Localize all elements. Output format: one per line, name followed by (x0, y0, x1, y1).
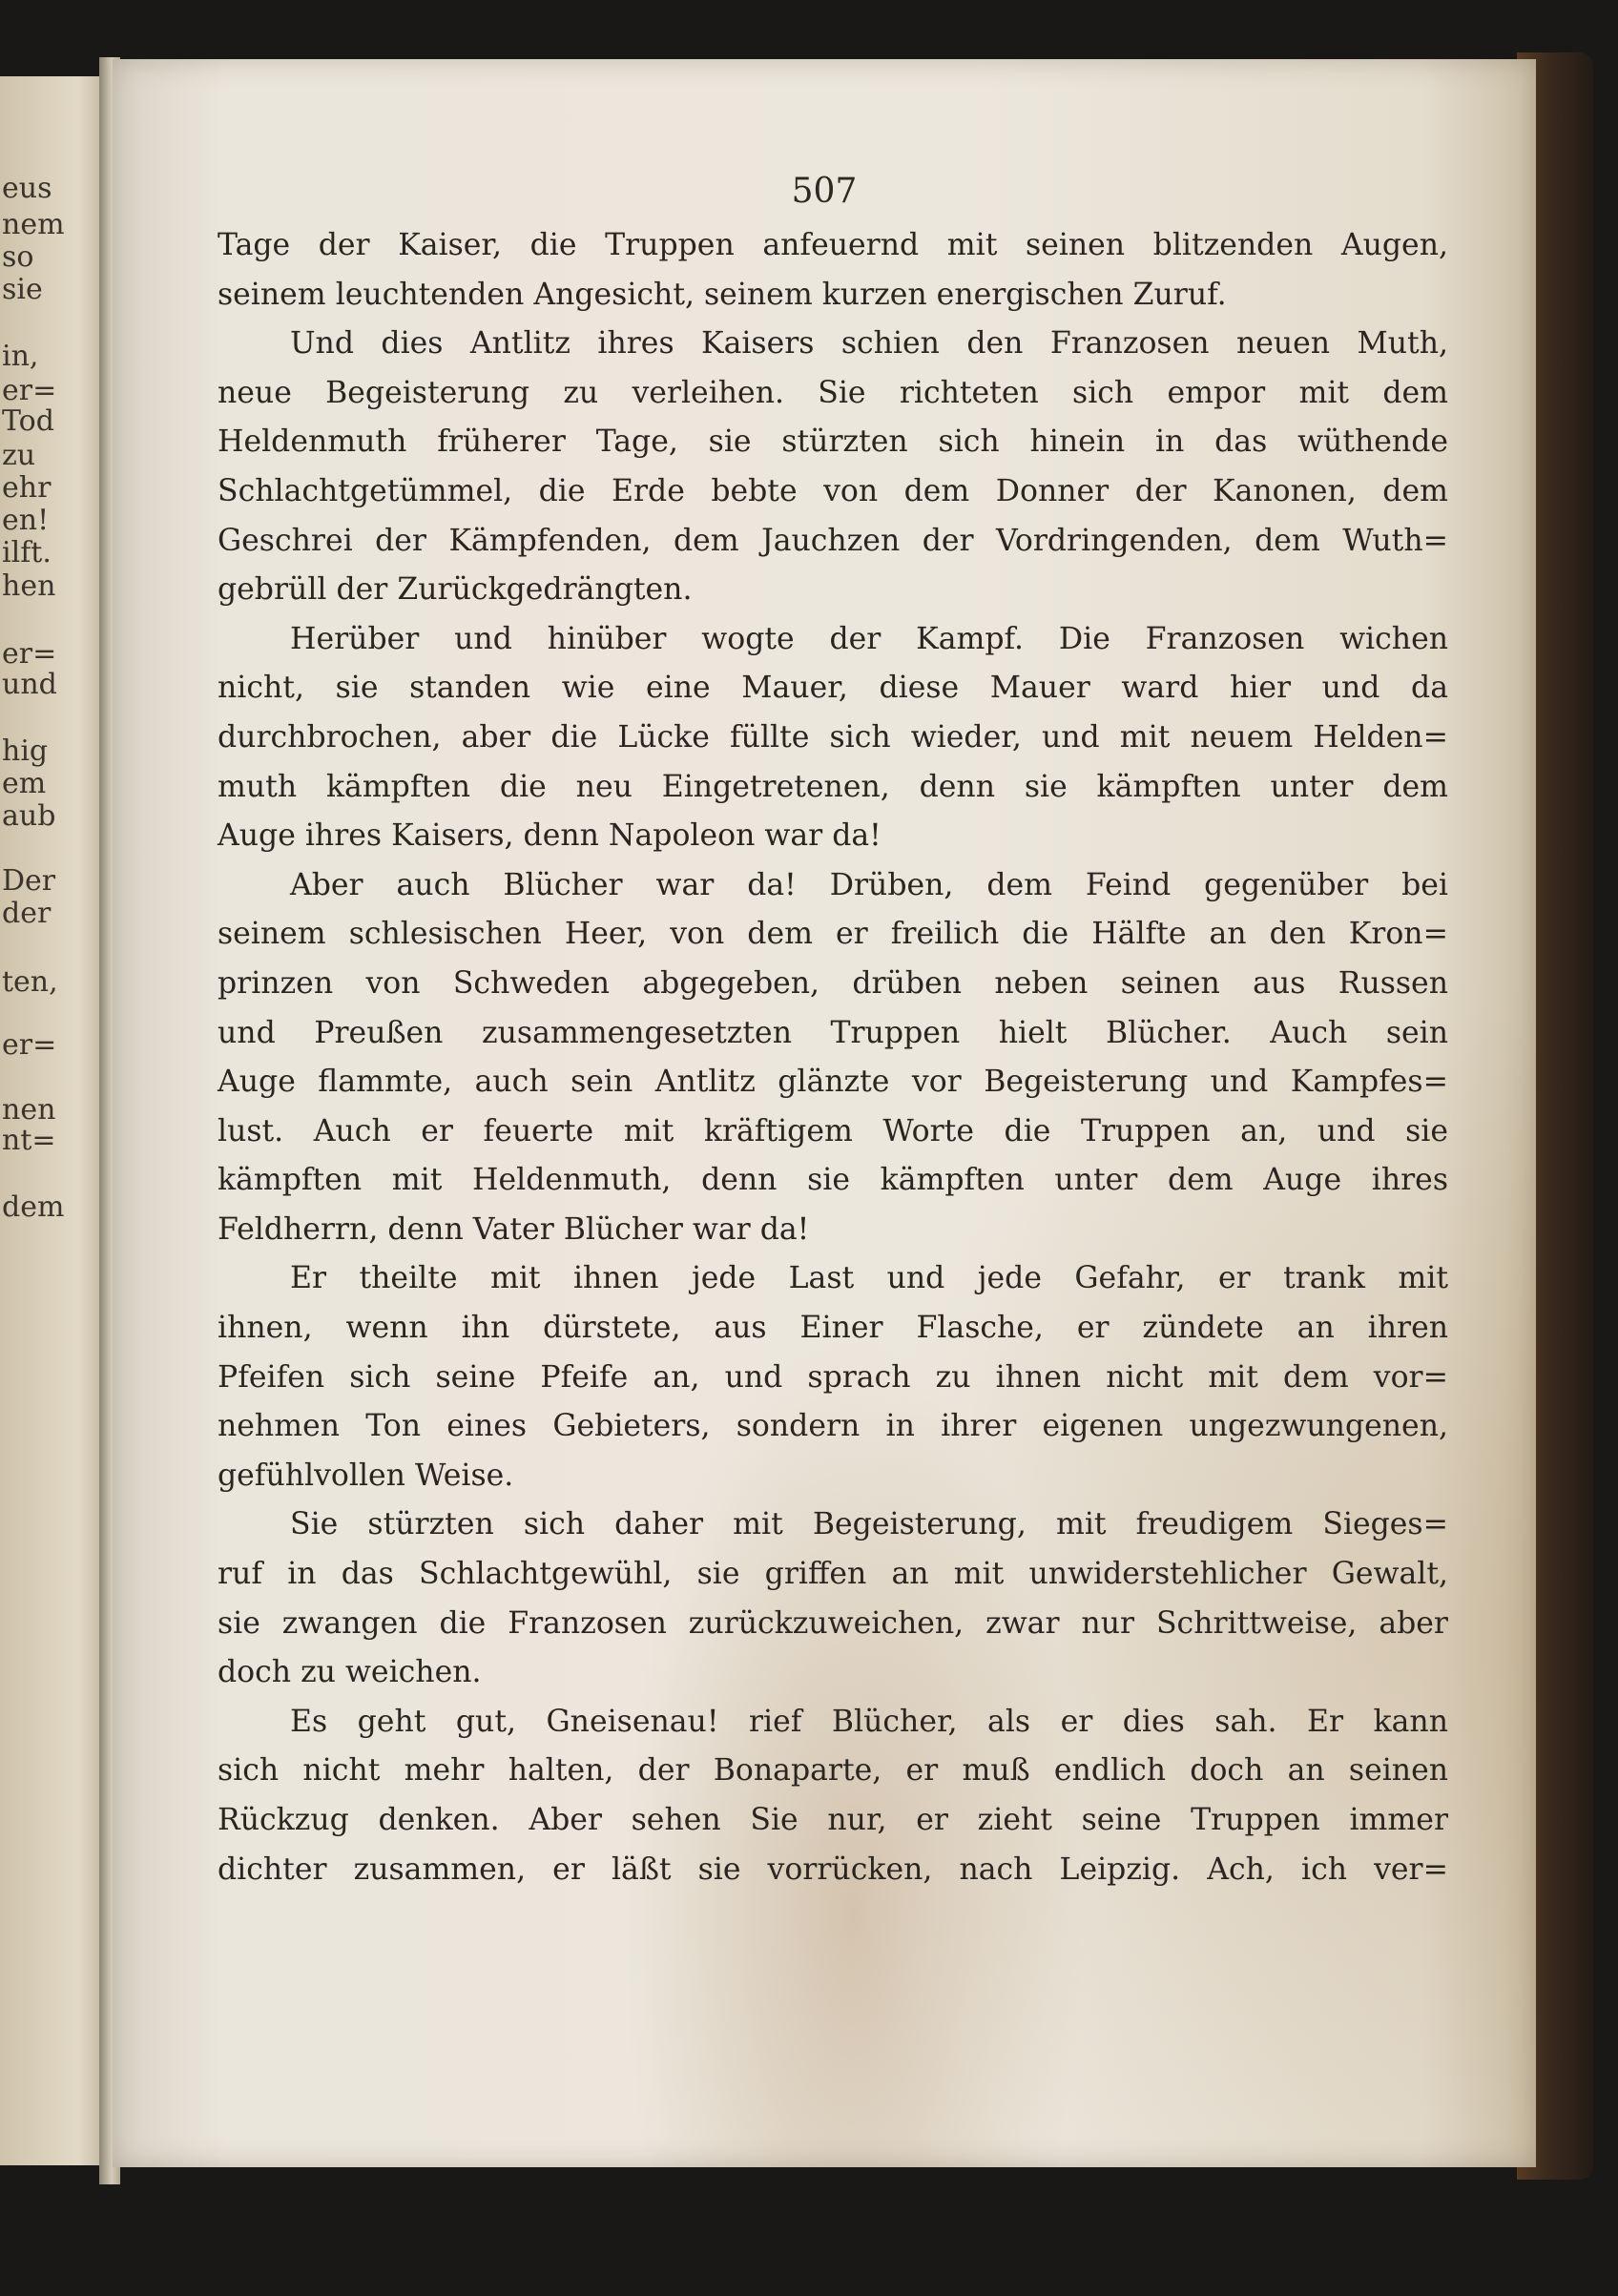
text-line: ihnen, wenn ihn dürstete, aus Einer Flasche, er zündete an ihren (218, 1311, 1448, 1346)
text-line: sich nicht mehr halten, der Bonaparte, er muß endlich doch an seinen (218, 1753, 1448, 1789)
facing-page-fragment: so (2, 240, 34, 274)
text-line: neue Begeisterung zu verleihen. Sie richteten sich empor mit dem (218, 375, 1448, 410)
text-line: Feldherrn, denn Vater Blücher war da! (218, 1211, 810, 1247)
facing-page-fragment: der (2, 897, 52, 930)
text-line: Rückzug denken. Aber sehen Sie nur, er zieht seine Truppen immer (218, 1803, 1448, 1837)
text-line: Auge flammte, auch sein Antlitz glänzte vor Begeisterung und Kampfes= (218, 1065, 1448, 1100)
page-number: 507 (791, 172, 858, 211)
facing-page-text-fragments (0, 76, 113, 2165)
text-line: Er theilte mit ihnen jede Last und jede Gefahr, er trank mit (290, 1261, 1448, 1296)
text-line: durchbrochen, aber die Lücke füllte sich wieder, und mit neuem Helden= (218, 719, 1448, 755)
facing-page-fragment: nt= (2, 1124, 56, 1157)
facing-page-fragment: eus (2, 172, 52, 205)
text-line: Herüber und hinüber wogte der Kampf. Die Franzosen wichen (290, 621, 1448, 656)
facing-page-fragment: zu (2, 439, 36, 472)
facing-page-fragment: en! (2, 504, 50, 537)
facing-page-fragment: er= (2, 637, 57, 671)
text-line: muth kämpften die neu Eingetretenen, denn sie kämpften unter dem (218, 769, 1448, 804)
text-line: gebrüll der Zurückgedrängten. (218, 572, 693, 608)
facing-page-fragment: em (2, 767, 47, 800)
facing-page-fragment: aub (2, 799, 56, 833)
facing-page-fragment: hen (2, 569, 56, 603)
text-line: lust. Auch er feuerte mit kräftigem Worte die Truppen an, und sie (218, 1113, 1448, 1148)
facing-page-fragment: nen (2, 1093, 56, 1127)
facing-page-fragment: ehr (2, 471, 52, 505)
text-line: Schlachtgetümmel, die Erde bebte von dem Donner der Kanonen, dem (218, 473, 1448, 508)
facing-page-fragment: er= (2, 374, 57, 407)
text-line: nehmen Ton eines Gebieters, sondern in ihrer eigenen ungezwungenen, (218, 1409, 1448, 1444)
book-page (113, 59, 1536, 2167)
facing-page-fragment: sie (2, 273, 43, 306)
facing-page-fragment: hig (2, 734, 49, 768)
text-line: seinem schlesischen Heer, von dem er freilich die Hälfte an den Kron= (218, 917, 1448, 952)
facing-page-fragment: Tod (2, 404, 54, 438)
facing-page-fragment: nem (2, 208, 65, 241)
text-line: gefühlvollen Weise. (218, 1458, 514, 1493)
facing-page-fragment: und (2, 668, 57, 701)
text-line: seinem leuchtenden Angesicht, seinem kurzen energischen Zuruf. (218, 277, 1227, 312)
facing-page-fragment: er= (2, 1028, 57, 1062)
text-line: Tage der Kaiser, die Truppen anfeuernd mit seinen blitzenden Augen, (218, 228, 1448, 262)
facing-page-fragment: ten, (2, 965, 58, 999)
text-line: prinzen von Schweden abgegeben, drüben neben seinen aus Russen (218, 965, 1448, 1001)
facing-page-fragment: Der (2, 864, 56, 898)
facing-page-fragment: ilft. (2, 536, 52, 569)
text-line: ruf in das Schlachtgewühl, sie griffen an mit unwiderstehlicher Gewalt, (218, 1557, 1448, 1592)
facing-page-fragment: in, (2, 340, 39, 373)
text-line: nicht, sie standen wie eine Mauer, diese Mauer ward hier und da (218, 671, 1448, 706)
text-line: sie zwangen die Franzosen zurückzuweichen, zwar nur Schrittweise, aber (218, 1605, 1448, 1641)
text-line: doch zu weichen. (218, 1655, 482, 1690)
text-line: Auge ihres Kaisers, denn Napoleon war da! (218, 818, 882, 854)
text-line: Es geht gut, Gneisenau! rief Blücher, als er dies sah. Er kann (290, 1704, 1448, 1739)
text-line: Heldenmuth früherer Tage, sie stürzten sich hinein in das wüthende (218, 424, 1448, 460)
text-line: Und dies Antlitz ihres Kaisers schien den Franzosen neuen Muth, (290, 326, 1448, 362)
text-line: kämpften mit Heldenmuth, denn sie kämpften unter dem Auge ihres (218, 1163, 1448, 1198)
text-line: Geschrei der Kämpfenden, dem Jauchzen der Vordringenden, dem Wuth= (218, 523, 1448, 558)
text-line: dichter zusammen, er läßt sie vorrücken, nach Leipzig. Ach, ich ver= (218, 1851, 1448, 1887)
text-line: Aber auch Blücher war da! Drüben, dem Feind gegenüber bei (290, 867, 1448, 902)
facing-page-edge (0, 76, 113, 2165)
text-line: Sie stürzten sich daher mit Begeisterung, mit freudigem Sieges= (290, 1507, 1448, 1542)
body-text (218, 221, 1448, 1894)
facing-page-fragment: dem (2, 1190, 65, 1224)
text-line: Pfeifen sich seine Pfeife an, und sprach zu ihnen nicht mit dem vor= (218, 1359, 1448, 1395)
text-line: und Preußen zusammengesetzten Truppen hielt Blücher. Auch sein (218, 1015, 1448, 1050)
